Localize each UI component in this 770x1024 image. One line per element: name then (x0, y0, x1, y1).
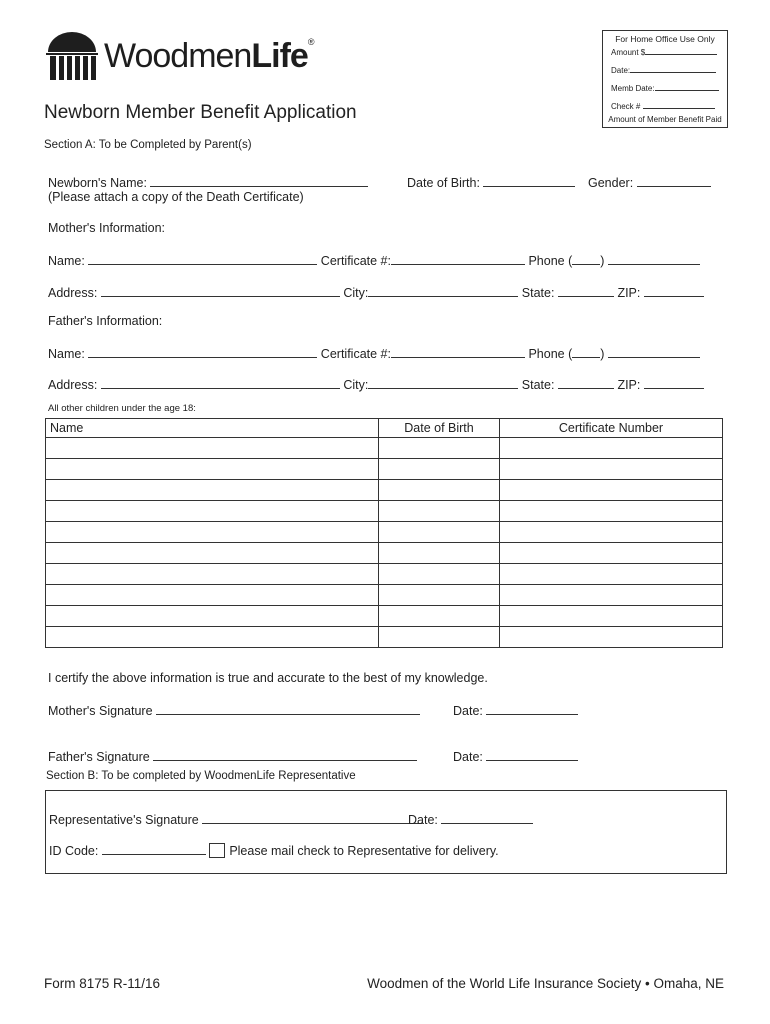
father-city-field[interactable] (368, 376, 518, 389)
rep-signature-field[interactable] (202, 811, 422, 824)
mother-city-field[interactable] (368, 284, 518, 297)
child-name-cell[interactable] (46, 606, 379, 627)
child-certificate-cell[interactable] (500, 438, 723, 459)
child-certificate-cell[interactable] (500, 585, 723, 606)
newborn-name-label: Newborn's Name: (48, 176, 147, 190)
mail-check-checkbox[interactable] (209, 843, 225, 858)
table-row (46, 606, 723, 627)
woodmenlife-logo-icon (44, 30, 100, 82)
mother-cert-label: Certificate #: (320, 254, 391, 268)
logo (44, 30, 314, 86)
newborn-dob-row (407, 174, 575, 190)
table-header-row (46, 419, 723, 438)
col-dob-header: Date of Birth (379, 419, 500, 438)
table-row (46, 480, 723, 501)
mail-check-label: Please mail check to Representative for delivery. (229, 844, 499, 858)
mother-name-field[interactable] (88, 252, 317, 265)
children-table (45, 418, 723, 648)
child-dob-cell[interactable] (379, 522, 500, 543)
child-certificate-cell[interactable] (500, 564, 723, 585)
rep-date-field[interactable] (441, 811, 533, 824)
child-name-cell[interactable] (46, 480, 379, 501)
father-date-label: Date: (453, 750, 483, 764)
father-state-label: State: (521, 378, 555, 392)
office-amount-field[interactable] (645, 47, 717, 55)
father-city-label: City: (343, 378, 369, 392)
newborn-gender-label: Gender: (588, 176, 634, 190)
mother-area-code-field[interactable] (572, 252, 600, 265)
section-b-heading: Section B: To be completed by WoodmenLife Representative (46, 770, 356, 782)
office-header: For Home Office Use Only (615, 34, 715, 44)
id-code-field[interactable] (102, 842, 206, 855)
father-phone-field[interactable] (608, 345, 700, 358)
office-date-label: Date: (611, 66, 631, 75)
child-name-cell[interactable] (46, 438, 379, 459)
father-state-field[interactable] (558, 376, 614, 389)
father-zip-field[interactable] (644, 376, 704, 389)
child-dob-cell[interactable] (379, 480, 500, 501)
col-name-header: Name (46, 419, 379, 438)
mother-address-row (48, 284, 704, 300)
child-name-cell[interactable] (46, 522, 379, 543)
child-dob-cell[interactable] (379, 627, 500, 648)
mother-date-label: Date: (453, 704, 483, 718)
office-memb-date-field[interactable] (655, 83, 719, 91)
table-row (46, 564, 723, 585)
child-dob-cell[interactable] (379, 606, 500, 627)
child-name-cell[interactable] (46, 585, 379, 606)
rep-signature-row (49, 811, 422, 827)
office-check-label: Check # (611, 102, 641, 111)
child-certificate-cell[interactable] (500, 480, 723, 501)
child-certificate-cell[interactable] (500, 627, 723, 648)
mother-name-label: Name: (48, 254, 85, 268)
child-name-cell[interactable] (46, 627, 379, 648)
newborn-dob-label: Date of Birth: (407, 176, 480, 190)
office-date-field[interactable] (630, 65, 716, 73)
father-signature-label: Father's Signature (48, 750, 150, 764)
mother-address-field[interactable] (101, 284, 340, 297)
form-number: Form 8175 R-11/16 (44, 976, 161, 991)
home-office-box (602, 30, 728, 128)
child-certificate-cell[interactable] (500, 543, 723, 564)
mother-city-label: City: (343, 286, 369, 300)
rep-signature-label: Representative's Signature (49, 813, 199, 827)
child-dob-cell[interactable] (379, 585, 500, 606)
father-phone-close: ) (600, 347, 605, 361)
newborn-name-row (48, 174, 368, 190)
father-date-field[interactable] (486, 748, 578, 761)
table-row (46, 438, 723, 459)
table-row (46, 627, 723, 648)
father-phone-label: Phone ( (528, 347, 573, 361)
table-row (46, 501, 723, 522)
society-footer: Woodmen of the World Life Insurance Society • Omaha, NE (367, 976, 724, 991)
father-address-row (48, 376, 704, 392)
table-row (46, 543, 723, 564)
mother-heading: Mother's Information: (48, 221, 166, 235)
brand-name: WoodmenLife® (104, 37, 314, 75)
child-dob-cell[interactable] (379, 438, 500, 459)
child-dob-cell[interactable] (379, 564, 500, 585)
mother-state-label: State: (521, 286, 555, 300)
father-zip-label: ZIP: (617, 378, 641, 392)
mother-zip-label: ZIP: (617, 286, 641, 300)
rep-date-label: Date: (408, 813, 438, 827)
newborn-gender-row (588, 174, 711, 190)
mother-phone-label: Phone ( (528, 254, 573, 268)
section-b-box (45, 790, 727, 874)
child-dob-cell[interactable] (379, 459, 500, 480)
rep-date-row (408, 811, 533, 827)
child-dob-cell[interactable] (379, 543, 500, 564)
father-name-row (48, 345, 700, 361)
mother-name-row (48, 252, 700, 268)
newborn-gender-field[interactable] (637, 174, 711, 187)
father-address-label: Address: (48, 378, 98, 392)
newborn-dob-field[interactable] (483, 174, 575, 187)
mother-address-label: Address: (48, 286, 98, 300)
id-code-row (49, 842, 499, 858)
child-dob-cell[interactable] (379, 501, 500, 522)
child-name-cell[interactable] (46, 459, 379, 480)
child-name-cell[interactable] (46, 564, 379, 585)
id-code-label: ID Code: (49, 844, 99, 858)
child-certificate-cell[interactable] (500, 501, 723, 522)
office-amount-label: Amount $ (611, 48, 646, 57)
table-row (46, 585, 723, 606)
child-certificate-cell[interactable] (500, 459, 723, 480)
mother-zip-field[interactable] (644, 284, 704, 297)
father-heading: Father's Information: (48, 314, 163, 328)
certify-statement: I certify the above information is true and accurate to the best of my knowledge. (48, 671, 488, 685)
table-row (46, 459, 723, 480)
mother-sign-date-row (453, 702, 578, 718)
father-area-code-field[interactable] (572, 345, 600, 358)
mother-cert-field[interactable] (391, 252, 525, 265)
father-signature-row (48, 748, 417, 764)
death-certificate-note: (Please attach a copy of the Death Certificate) (48, 190, 304, 204)
mother-phone-close: ) (600, 254, 605, 268)
father-address-field[interactable] (101, 376, 340, 389)
office-check-field[interactable] (643, 101, 715, 109)
children-caption: All other children under the age 18: (48, 403, 196, 414)
child-name-cell[interactable] (46, 543, 379, 564)
mother-state-field[interactable] (558, 284, 614, 297)
section-a-heading: Section A: To be Completed by Parent(s) (44, 139, 252, 151)
child-name-cell[interactable] (46, 501, 379, 522)
office-footer: Amount of Member Benefit Paid (608, 115, 722, 124)
col-certificate-header: Certificate Number (500, 419, 723, 438)
father-signature-field[interactable] (153, 748, 417, 761)
mother-signature-row (48, 702, 420, 718)
mother-phone-field[interactable] (608, 252, 700, 265)
father-sign-date-row (453, 748, 578, 764)
table-row (46, 522, 723, 543)
father-name-field[interactable] (88, 345, 317, 358)
mother-date-field[interactable] (486, 702, 578, 715)
mother-signature-label: Mother's Signature (48, 704, 153, 718)
father-name-label: Name: (48, 347, 85, 361)
father-cert-label: Certificate #: (320, 347, 391, 361)
child-certificate-cell[interactable] (500, 522, 723, 543)
office-memb-date-label: Memb Date: (611, 84, 655, 93)
mother-signature-field[interactable] (156, 702, 420, 715)
father-cert-field[interactable] (391, 345, 525, 358)
child-certificate-cell[interactable] (500, 606, 723, 627)
page-title: Newborn Member Benefit Application (44, 102, 357, 123)
newborn-name-field[interactable] (150, 174, 368, 187)
